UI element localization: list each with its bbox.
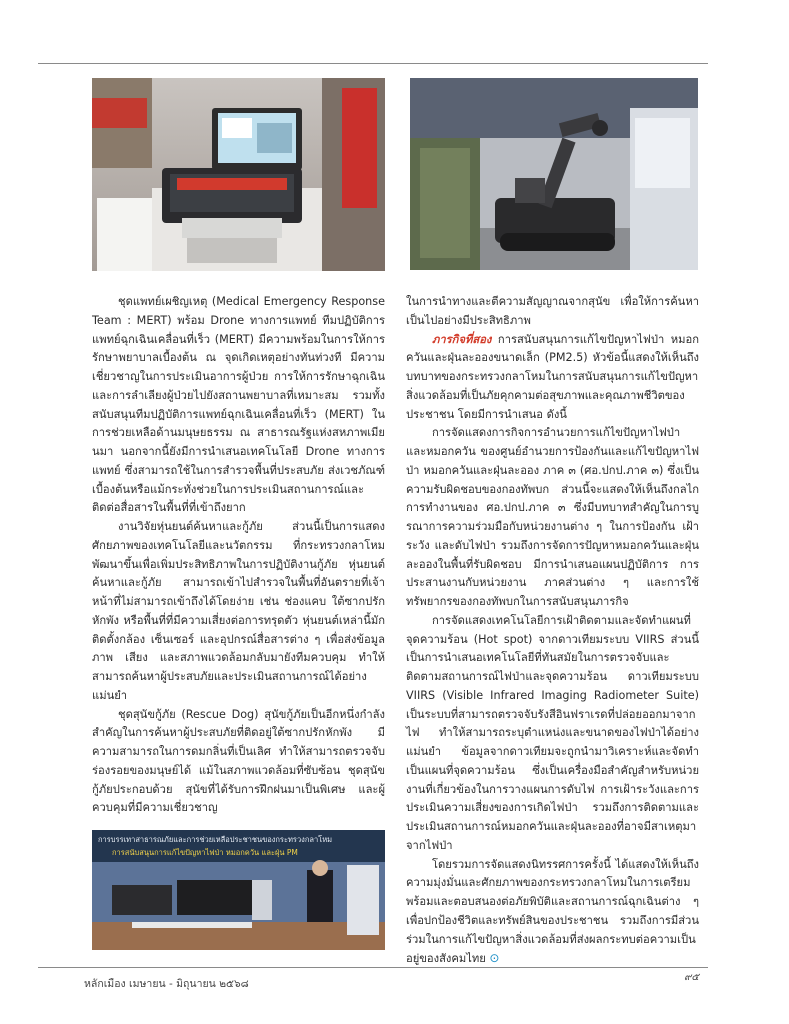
summary-paragraph [406, 856, 699, 970]
second-mission-highlight: ภารกิจที่สอง [432, 332, 492, 346]
bottom-rule [38, 967, 708, 968]
medical-team-paragraph: ชุดแพทย์เผชิญเหตุ (Medical Emergency Response Team : MERT) พร้อม Drone ทางการแพทย์ ทีมปฏิบัติการแพทย์ฉุกเฉินเคลื่อนที่เร็ว (MERT) มีความพร้อมในการให้การรักษาพยาบาลเบื้องต้น ณ จุดเกิดเหตุอย่างทันท่วงที มีความเชี่ยวชาญในการประเมินอาการผู้ป่วย การให้การรักษาฉุกเฉิน และการลำเลียงผู้ป่วยไปยังสถานพยาบาลที่เหมาะสม รวมทั้งสนับสนุนทีมปฏิบัติการแพทย์ฉุกเฉินเคลื่อนที่เร็ว (MERT) ในการช่วยเหลือด้านมนุษยธรรม ณ สาธารณรัฐแห่งสหภาพเมียนมา นอกจากนี้ยังมีการนำเสนอเทคโนโลยี Drone ทางการแพทย์ ซึ่งสามารถใช้ในการสำรวจพื้นที่ประสบภัย ส่งเวชภัณฑ์เบื้องต้นหรือแม้กระทั่งช่วยในการประเมินสถานการณ์และติดต่อสื่อสารในพื้นที่ที่เข้าถึงยาก [92, 295, 385, 515]
second-mission-text: การสนับสนุนการแก้ไขปัญหาไฟป่า หมอกควันและฝุ่นละอองขนาดเล็ก (PM2.5) หัวข้อนี้แสดงให้เห็นถึงบทบาทของกระทรวงกลาโหมในการสนับสนุนการแก้ไขปัญหาสิ่งแวดล้อมที่เป็นภัยคุกคามต่อสุขภาพและคุณภาพชีวิตของประชาชน โดยมีการนำเสนอ ดังนี้ [406, 332, 699, 421]
hotspot-satellite-paragraph: การจัดแสดงเทคโนโลยีการเฝ้าติดตามและจัดทำแผนที่จุดความร้อน (Hot spot) จากดาวเทียมระบบ VIIRS ส่วนนี้เป็นการนำเสนอเทคโนโลยีที่ทันสมัยในการตรวจจับและติดตามสถานการณ์ไฟป่าและจุดความร้อน ดาวเทียมระบบ VIIRS (Visible Infrared Imaging Radiometer Suite) เป็นระบบที่สามารถตรวจจับรังสีอินฟราเรดที่ปล่อยออกมาจากไฟ ทำให้สามารถระบุตำแหน่งและขนาดของไฟป่าได้อย่างแม่นยำ ข้อมูลจากดาวเทียมจะถูกนำมาวิเคราะห์และจัดทำเป็นแผนที่จุดความร้อน ซึ่งเป็นเครื่องมือสำคัญสำหรับหน่วยงานที่เกี่ยวข้องในการวางแผนการดับไฟ การเฝ้าระวังและการประเมินความเสี่ยงของการเกิดไฟป่า รวมถึงการติดตามและประเมินสถานการณ์หมอกควันและฝุ่นละอองที่อาจมีสาเหตุมาจากไฟป่า [406, 613, 699, 852]
left-text-column [92, 293, 385, 818]
end-mark-icon: ⊙ [489, 951, 500, 966]
publication-footer: หลักเมือง เมษายน - มิถุนายน ๒๕๖๘ [84, 978, 249, 990]
summary-text: โดยรวมการจัดแสดงนิทรรศการครั้งนี้ ได้แสดงให้เห็นถึงความมุ่งมั่นและศักยภาพของกระทรวงกลาโหมในการเตรียมพร้อมและตอบสนองต่อภัยพิบัติและสถานการณ์ฉุกเฉินต่าง ๆ เพื่อปกป้องชีวิตและทรัพย์สินของประชาชน รวมถึงการมีส่วนร่วมในการแก้ไขปัญหาสิ่งแวดล้อมที่ส่งผลกระทบต่อความเป็นอยู่ของสังคมไทย [406, 857, 699, 966]
medical-kit-illustration [92, 78, 385, 271]
second-mission-paragraph [406, 331, 699, 425]
rescue-dog-paragraph: ชุดสุนัขกู้ภัย (Rescue Dog) สุนัขกู้ภัยเป็นอีกหนึ่งกำลังสำคัญในการค้นหาผู้ประสบภัยที่ติดอยู่ใต้ซากปรักหักพัง มีความสามารถในการดมกลิ่นที่เป็นเลิศ ทำให้สามารถตรวจจับร่องรอยของมนุษย์ได้ แม้ในสภาพแวดล้อมที่ซับซ้อน ชุดสุนัขกู้ภัยประกอบด้วย สุนัขที่ได้รับการฝึกฝนมาเป็นพิเศษ และผู้ควบคุมที่มีความเชี่ยวชาญ [92, 707, 385, 815]
exhibition-booth-illustration [92, 830, 385, 950]
right-text-column [406, 293, 699, 969]
booth-banner-line2: การสนับสนุนการแก้ไขปัญหาไฟป่า หมอกควัน และฝุ่น PM [112, 848, 298, 857]
wildfire-command-paragraph: การจัดแสดงการกิจการอำนวยการแก้ไขปัญหาไฟป่าและหมอกควัน ของศูนย์อำนวยการป้องกันและแก้ไขปัญหาไฟป่า หมอกควันและฝุ่นละออง ภาค ๓ (ศอ.ปกป.ภาค ๓) ซึ่งเป็นความรับผิดชอบของกองทัพบก ส่วนนี้จะแสดงให้เห็นถึงกลไกการทำงานของ ศอ.ปกป.ภาค ๓ ซึ่งมีบทบาทสำคัญในการบูรณาการความร่วมมือกับหน่วยงานต่าง ๆ ในการป้องกัน เฝ้าระวัง และดับไฟป่า รวมถึงการจัดการปัญหาหมอกควันและฝุ่นละอองในพื้นที่รับผิดชอบ มีการนำเสนอแผนปฏิบัติการ การประสานงานกับหน่วยงาน ภาคส่วนต่าง ๆ และการใช้ทรัพยากรของกองทัพบกในการสนับสนุนภารกิจ [406, 426, 699, 608]
top-rule [38, 63, 708, 64]
photo-rescue-robot [410, 78, 698, 270]
photo-exhibition-booth [92, 830, 385, 950]
booth-banner-line1: การบรรเทาสาธารณภัยและการช่วยเหลือประชาชนของกระทรวงกลาโหม [98, 835, 333, 844]
robot-paragraph: งานวิจัยหุ่นยนต์ค้นหาและกู้ภัย ส่วนนี้เป็นการแสดงศักยภาพของเทคโนโลยีและนวัตกรรม ที่กระทรวงกลาโหมพัฒนาขึ้นเพื่อเพิ่มประสิทธิภาพในการปฏิบัติงานกู้ภัย หุ่นยนต์ค้นหาและกู้ภัย สามารถเข้าไปสำรวจในพื้นที่อันตรายที่เจ้าหน้าที่ไม่สามารถเข้าถึงได้โดยง่าย เช่น ช่องแคบ ใต้ซากปรักหักพัง หรือพื้นที่ที่มีความเสี่ยงต่อการทรุดตัว หุ่นยนต์เหล่านี้มักติดตั้งกล้อง เซ็นเซอร์ และอุปกรณ์สื่อสารต่าง ๆ เพื่อส่งข้อมูลภาพ เสียง และสภาพแวดล้อมกลับมายังทีมควบคุม ทำให้สามารถค้นหาผู้ประสบภัยและประเมินสถานการณ์ได้อย่างแม่นยำ [92, 520, 385, 702]
photo-medical-kit [92, 78, 385, 271]
page-number: ๙๕ [684, 972, 699, 983]
dog-continuation-paragraph: ในการนำทางและตีความสัญญาณจากสุนัข เพื่อให้การค้นหาเป็นไปอย่างมีประสิทธิภาพ [406, 295, 699, 327]
rescue-robot-illustration [410, 78, 698, 270]
